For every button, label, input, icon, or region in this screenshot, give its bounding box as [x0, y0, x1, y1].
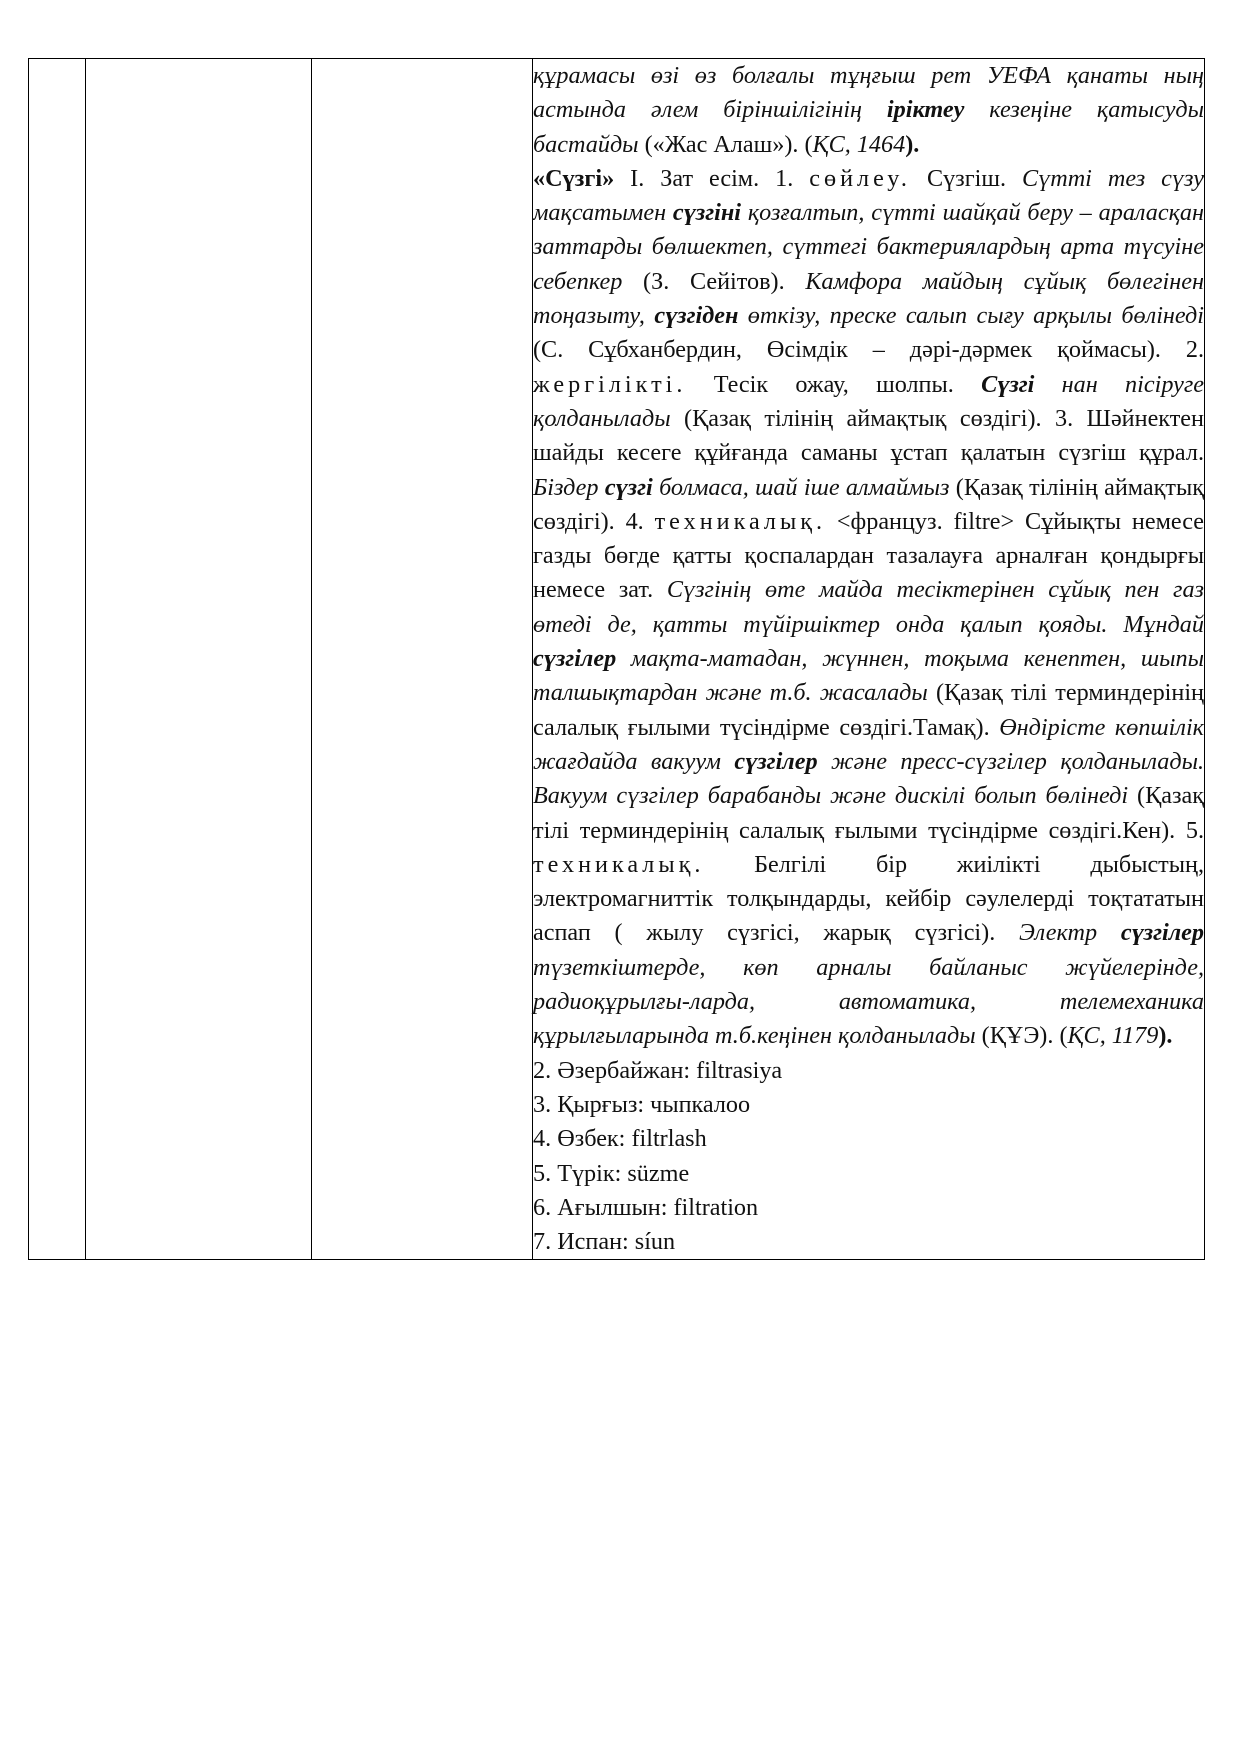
text-run: құрамасы өзі өз болғалы тұңғыш рет УЕФА қанаты ның астында әлем біріншілігінің — [533, 62, 1204, 124]
text-run: нан пісіруге қолданылады — [533, 370, 1205, 432]
text-run: (Қазақ тілі терминдерінің салалық ғылыми түсіндірме сөздігі.Тамақ). — [533, 679, 1204, 741]
number-column-cell — [29, 59, 86, 1260]
text-run: сүзгілер — [734, 747, 818, 775]
term-column-cell — [86, 59, 312, 1260]
translation-item: 2. Әзербайжан: filtrasiya — [533, 1056, 783, 1084]
text-run: ). — [905, 130, 920, 158]
text-run: сүзгілер — [533, 645, 617, 673]
text-run: Сүтті тез сүзу мақсатымен — [533, 164, 1205, 227]
text-run: сүзгі — [604, 473, 653, 501]
text-run: І. Зат есім. 1. — [614, 164, 810, 192]
text-run: мақта-матадан, жүннен, тоқыма кенептен, шыпы талшықтардан және т.б. жасалады — [533, 645, 1204, 707]
translation-item: 7. Испан: síun — [533, 1228, 676, 1256]
text-run: (Қазақ тілінің аймақтық сөздігі). 4. — [533, 473, 1204, 535]
text-run: өткізу, преске салып сығу арқылы бөлінеді — [738, 302, 1204, 330]
text-run: «Сүзгі» — [533, 164, 615, 192]
text-run: Тесік ожау, шолпы. — [686, 370, 982, 398]
text-run: сүзгілер — [1120, 919, 1204, 947]
text-run: Белгілі бір жиілікті дыбыстың, электромагниттік толқындарды, кейбір сәулелерді тоқтататын аспап ( жылу сүзгісі, жарық сүзгісі). — [533, 850, 1204, 947]
text-run: (Қазақ тілінің аймақтық сөздігі). 3. Шәйнектен шайды кесеге құйғанда саманы ұстап қалатын сүзгіш құрал. — [533, 404, 1204, 467]
text-run: Сүзгінің өте майда тесіктерінен сұйық пен газ өтеді де, қатты түйіршіктер онда қалып қояды. Мұндай — [533, 576, 1204, 638]
translations-list — [533, 1054, 1204, 1260]
meta-column-cell — [312, 59, 533, 1260]
text-run: техникалық. — [654, 507, 827, 535]
text-run: <француз. filtre> Сұйықты немесе газды бөгде қатты қоспалардан тазалауға арналған қондырғы немесе зат. — [533, 507, 1204, 604]
translation-item: 6. Ағылшын: filtration — [533, 1193, 759, 1221]
dictionary-table — [28, 58, 1205, 1260]
translation-item: 5. Түрік: süzme — [533, 1159, 690, 1187]
definition-column-cell — [533, 59, 1205, 1260]
table-row — [29, 59, 1205, 1260]
translation-item: 4. Өзбек: filtrlash — [533, 1125, 707, 1153]
text-run: ). — [1158, 1022, 1173, 1050]
definition-text — [533, 59, 1204, 1259]
text-run: техникалық. — [533, 850, 705, 878]
text-run: Электр — [1018, 919, 1121, 947]
text-run: сөйлеу. — [809, 164, 911, 192]
text-run: (З. Сейітов). — [622, 267, 806, 295]
text-run: түзеткіштерде, көп арналы байланыс жүйелерінде, радиоқұрылғы-ларда, автоматика, телемеханика құрылғыларында т.б.кеңінен қолданылады — [533, 953, 1204, 1050]
text-run: болмаса, шай іше алмаймыз — [652, 473, 950, 501]
example-continuation-paragraph — [533, 59, 1204, 162]
text-run: қозғалтып, сүтті шайқай беру – араласқан заттарды бөлшектеп, сүттегі бактериялардың арта түсуіне себепкер — [533, 199, 1204, 295]
text-run: сүзгіден — [654, 302, 739, 330]
text-run: ҚС, 1464 — [812, 130, 906, 158]
text-run: Сүзгі — [981, 370, 1035, 398]
translation-item: 3. Қырғыз: чыпкалоо — [533, 1090, 751, 1118]
text-run: кезеңіне қатысуды бастайды — [533, 96, 1204, 158]
text-run: және пресс-сүзгілер қолданылады. Вакуум сүзгілер барабанды және дискілі болып бөлінеді — [533, 747, 1204, 810]
text-run: («Жас Алаш»). ( — [644, 130, 813, 158]
text-run: жергілікті. — [533, 370, 687, 398]
text-run: (Қазақ тілі терминдерінің салалық ғылыми түсіндірме сөздігі.Кен). 5. — [533, 782, 1205, 844]
text-run: Камфора майдың сұйық бөлегінен тоңазыту, — [533, 267, 1204, 330]
text-run: Өндірісте көпшілік жағдайда вакуум — [533, 713, 1204, 775]
text-run: (С. Сұбханбердин, Өсімдік – дәрі-дәрмек қоймасы). 2. — [533, 336, 1204, 364]
entry-syuzgi-paragraph — [533, 162, 1204, 1054]
text-run: (ҚҰЭ). ( — [975, 1022, 1068, 1050]
text-run: ҚС, 1179 — [1067, 1022, 1159, 1050]
text-run: Сүзгіш. — [910, 164, 1023, 192]
text-run: сүзгіні — [672, 199, 741, 227]
text-run: Біздер — [533, 473, 605, 501]
text-run: іріктеу — [886, 96, 965, 124]
